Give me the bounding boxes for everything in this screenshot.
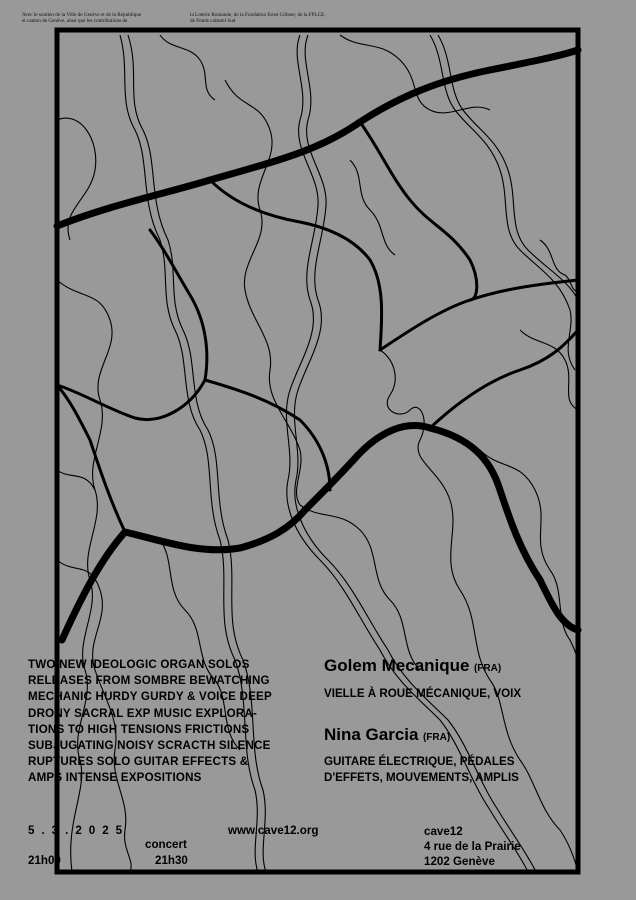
venue-address bbox=[424, 824, 521, 869]
artist-nina-garcia bbox=[324, 725, 450, 745]
border-east bbox=[380, 280, 578, 350]
border-southwest bbox=[57, 385, 125, 532]
river-11 bbox=[160, 35, 215, 100]
instrument-line: GUITARE ÉLECTRIQUE, PÉDALES bbox=[324, 755, 515, 768]
venue-street: 4 rue de la Prairie bbox=[424, 840, 521, 853]
border-southeast bbox=[430, 330, 578, 428]
border-central bbox=[205, 380, 330, 490]
river-12 bbox=[300, 505, 420, 670]
description-line: TWO NEW IDEOLOGIC ORGAN SOLOS bbox=[28, 658, 250, 671]
description-line: RUPTURES SOLO GUITAR EFFECTS & bbox=[28, 755, 249, 769]
credits-right: la Loterie Romande, de la Fondation Ernst Göhner, de la FPLCE, de Fonds culturel Sud bbox=[190, 12, 326, 25]
website-link[interactable]: www.cave12.org bbox=[228, 824, 319, 837]
credits-left: Avec le soutien de la Ville de Genève et de la République et canton de Genève, ainsi que les contributions de bbox=[22, 12, 142, 25]
river-16 bbox=[57, 470, 95, 490]
river-15 bbox=[520, 330, 578, 410]
artist-instruments bbox=[324, 686, 584, 702]
river-4 bbox=[430, 35, 575, 370]
artist-origin: (FRA) bbox=[422, 732, 451, 743]
venue-name: cave12 bbox=[424, 825, 463, 838]
concert-time: 21h30 bbox=[155, 854, 188, 867]
artist-name: Golem Mecanique bbox=[324, 656, 470, 675]
concert-label: concert bbox=[145, 838, 187, 851]
doors-time: 21h00 bbox=[28, 854, 61, 867]
river-7 bbox=[225, 80, 301, 505]
description-line: MECHANIC HURDY GURDY & VOICE DEEP bbox=[28, 690, 272, 704]
border-mid bbox=[210, 180, 382, 350]
river-17 bbox=[350, 160, 395, 255]
description-line: AMPS INTENSE EXPOSITIONS bbox=[28, 771, 202, 785]
description-line: SUBJUGATING NOISY SCRACTH SILENCE bbox=[28, 739, 271, 753]
river-2b bbox=[294, 35, 536, 872]
event-date: 5.3.2025 bbox=[28, 824, 130, 837]
instrument-line: VIELLE À ROUE MÉCANIQUE, VOIX bbox=[324, 687, 522, 700]
artist-origin: (FRA) bbox=[473, 663, 502, 674]
venue-city: 1202 Genève bbox=[424, 855, 495, 868]
border-west bbox=[57, 230, 207, 420]
description-line: RELEASES FROM SOMBRE BEWATCHING bbox=[28, 674, 270, 688]
description-line: DRONY SACRAL EXP MUSIC EXPLORA- bbox=[28, 706, 258, 720]
thick-border-south bbox=[62, 426, 578, 640]
description-line: TIONS TO HIGH TENSIONS FRICTIONS bbox=[28, 722, 250, 736]
event-description bbox=[28, 657, 308, 787]
artist-golem-mecanique bbox=[324, 656, 501, 676]
artist-instruments bbox=[324, 754, 584, 786]
artist-name: Nina Garcia bbox=[324, 725, 419, 744]
instrument-line: D'EFFETS, MOUVEMENTS, AMPLIS bbox=[324, 771, 519, 784]
